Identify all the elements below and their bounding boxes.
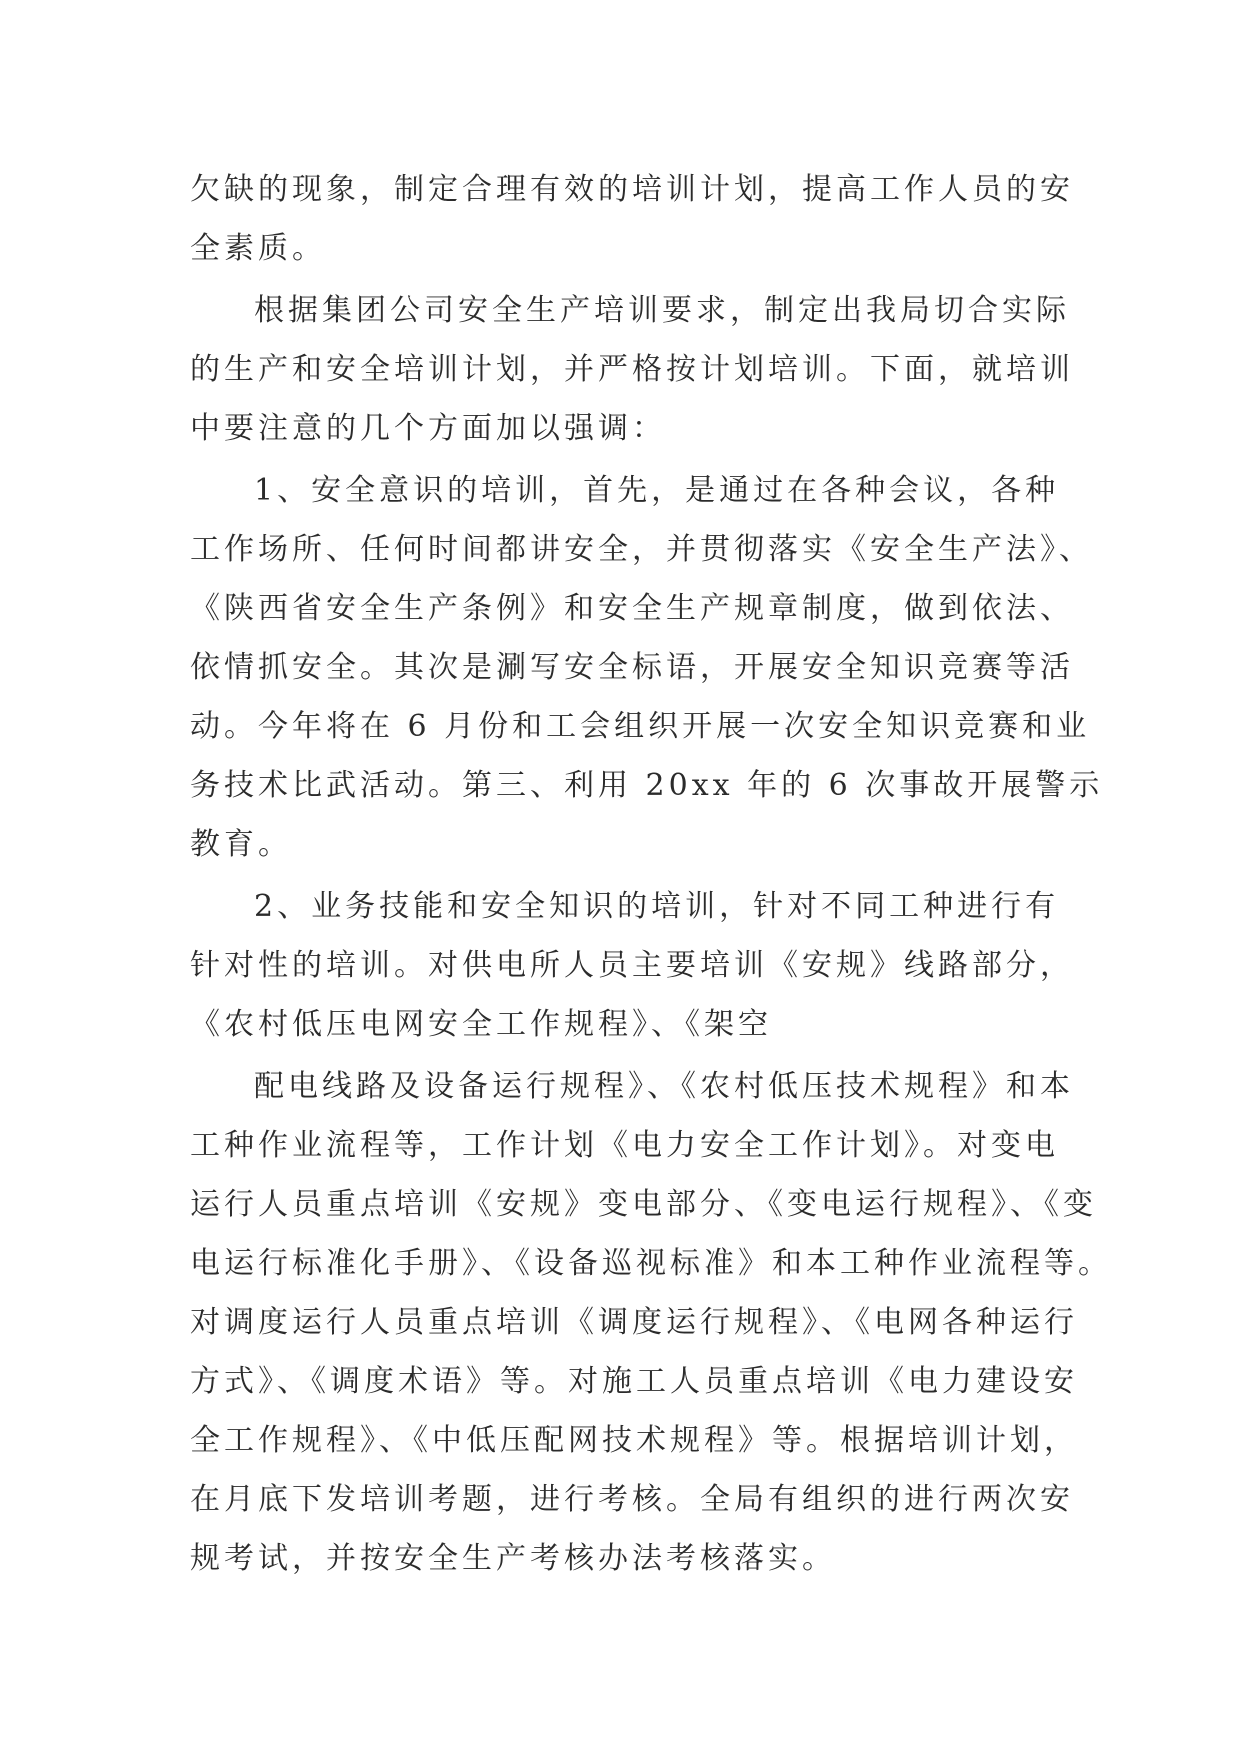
text-line: 的生产和安全培训计划，并严格按计划培训。下面，就培训: [190, 352, 1074, 387]
text-line: 全工作规程》、《中低压配网技术规程》等。根据培训计划，: [190, 1423, 1078, 1458]
text-line: 在月底下发培训考题，进行考核。全局有组织的进行两次安: [190, 1482, 1074, 1517]
document-body: [190, 160, 1112, 1588]
text-line: 动。今年将在 6 月份和工会组织开展一次安全知识竞赛和业: [190, 709, 1091, 744]
text-line: 教育。: [190, 827, 292, 862]
text-line: 中要注意的几个方面加以强调：: [190, 411, 666, 446]
text-line: 全素质。: [190, 231, 326, 266]
text-line: 《陕西省安全生产条例》和安全生产规章制度，做到依法、: [190, 591, 1074, 626]
text-line: 依情抓安全。其次是涮写安全标语，开展安全知识竞赛等活: [190, 650, 1074, 685]
text-line: 针对性的培训。对供电所人员主要培训《安规》线路部分，: [190, 948, 1074, 983]
paragraph-first-line: 1、安全意识的培训，首先，是通过在各种会议，各种: [254, 473, 1060, 508]
text-line: 电运行标准化手册》、《设备巡视标准》和本工种作业流程等。: [190, 1246, 1112, 1281]
text-line: 运行人员重点培训《安规》变电部分、《变电运行规程》、《变: [190, 1187, 1097, 1222]
text-line: 方式》、《调度术语》等。对施工人员重点培训《电力建设安: [190, 1364, 1078, 1399]
text-line: 欠缺的现象，制定合理有效的培训计划，提高工作人员的安: [190, 172, 1074, 207]
text-line: 《农村低压电网安全工作规程》、《架空: [190, 1007, 772, 1042]
paragraph-first-line: 配电线路及设备运行规程》、《农村低压技术规程》和本: [254, 1069, 1074, 1104]
paragraph-first-line: 根据集团公司安全生产培训要求，制定出我局切合实际: [254, 293, 1070, 328]
text-line: 务技术比武活动。第三、利用 20xx 年的 6 次事故开展警示: [190, 768, 1104, 803]
text-line: 对调度运行人员重点培训《调度运行规程》、《电网各种运行: [190, 1305, 1078, 1340]
text-line: 工作场所、任何时间都讲安全，并贯彻落实《安全生产法》、: [190, 532, 1093, 567]
text-line: 规考试，并按安全生产考核办法考核落实。: [190, 1541, 836, 1576]
paragraph-first-line: 2、业务技能和安全知识的培训，针对不同工种进行有: [254, 889, 1060, 924]
text-line: 工种作业流程等，工作计划《电力安全工作计划》。对变电: [190, 1128, 1059, 1163]
